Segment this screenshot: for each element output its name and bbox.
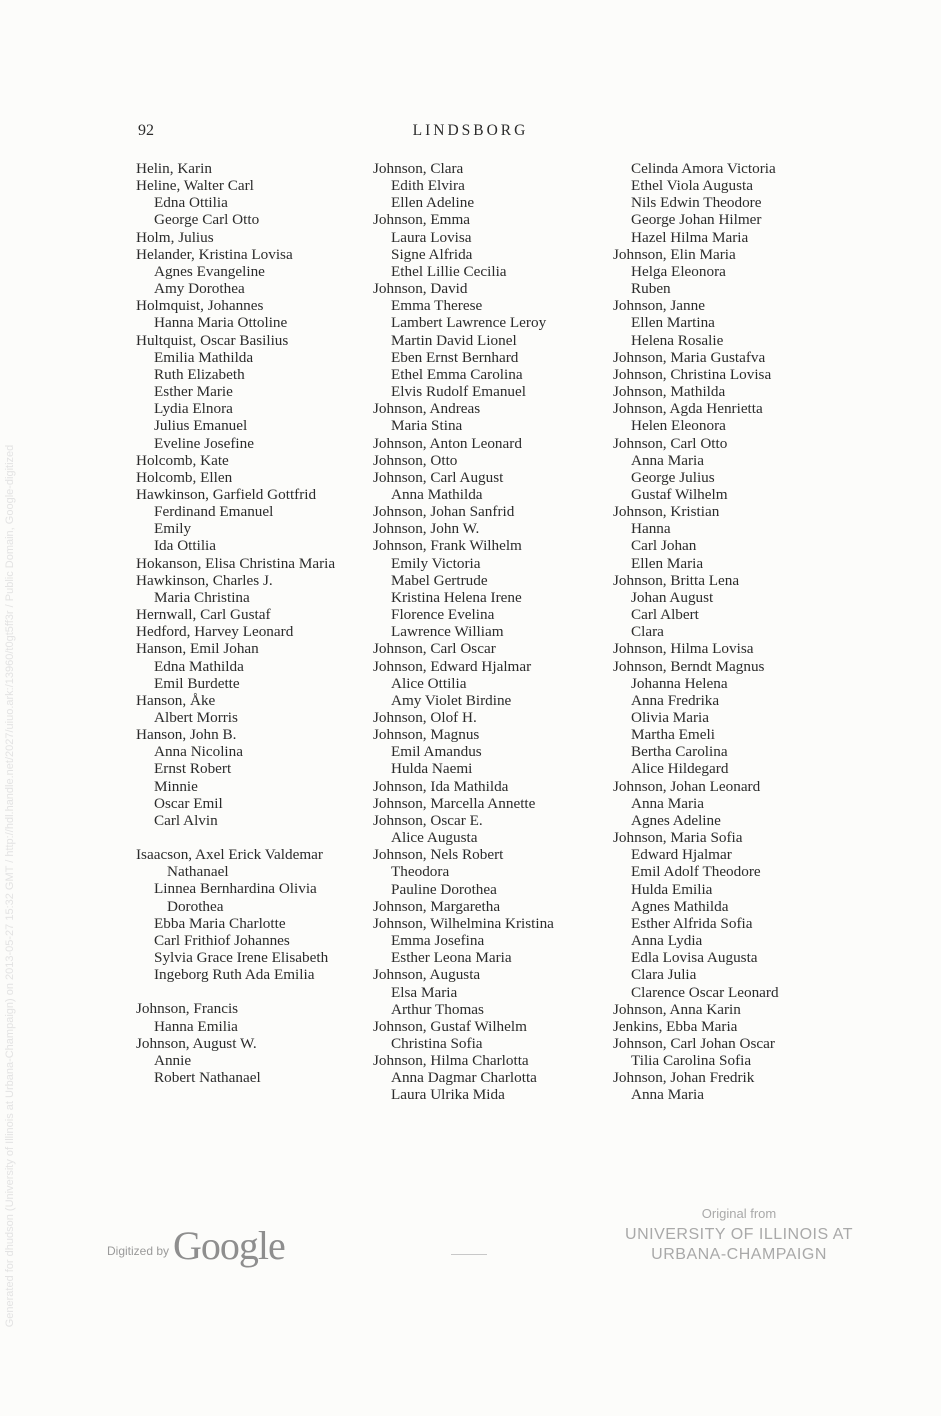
- family-member-entry: Ethel Lillie Cecilia: [391, 262, 507, 280]
- head-of-household-entry: Johnson, Wilhelmina Kristina: [373, 914, 554, 932]
- family-member-entry: Albert Morris: [154, 709, 238, 726]
- family-member-entry: Ruben: [631, 280, 671, 298]
- column-3: [613, 160, 893, 1104]
- head-of-household-entry: Johnson, Janne: [613, 297, 705, 315]
- head-of-household-entry: Jenkins, Ebba Maria: [613, 1017, 738, 1035]
- family-member-entry: Anna Maria: [631, 451, 704, 469]
- family-member-entry: Anna Fredrika: [631, 691, 720, 709]
- page-number: 92: [138, 122, 154, 139]
- running-head: LINDSBORG: [412, 122, 529, 139]
- google-logo: Google: [173, 1223, 285, 1268]
- head-of-household-entry: Johnson, Kristian: [613, 503, 720, 521]
- head-of-household-entry: Johnson, Magnus: [373, 726, 480, 744]
- head-of-household-entry: Johnson, Otto: [373, 451, 458, 469]
- head-of-household-entry: Johnson, Carl August: [373, 468, 504, 486]
- family-member-entry: Martin David Lionel: [391, 331, 517, 349]
- head-of-household-entry: Johnson, Oscar E.: [373, 811, 483, 829]
- head-of-household-entry: Holcomb, Kate: [136, 451, 229, 469]
- head-of-household-entry: Johnson, Christina Lovisa: [613, 365, 772, 383]
- head-of-household-entry: Johnson, Johan Fredrik: [613, 1069, 755, 1087]
- family-member-entry: Esther Marie: [154, 383, 233, 401]
- column-2: [373, 160, 613, 1104]
- family-member-entry: Hazel Hilma Maria: [631, 228, 749, 246]
- family-member-entry: Esther Leona Maria: [391, 949, 512, 967]
- family-member-entry: Annie: [154, 1051, 192, 1069]
- family-member-entry: Hulda Emilia: [631, 880, 713, 898]
- family-member-entry: Emma Josefina: [391, 932, 485, 950]
- head-of-household-entry: Johnson, Edward Hjalmar: [373, 657, 532, 675]
- family-member-entry: Ebba Maria Charlotte: [154, 914, 286, 932]
- family-member-entry: Emily: [154, 520, 192, 538]
- head-of-household-entry: Johnson, Mathilda: [613, 383, 726, 401]
- head-of-household-entry: Helin, Karin: [136, 160, 212, 177]
- head-of-household-entry: Hedford, Harvey Leonard: [136, 623, 294, 641]
- family-member-entry: Maria Christina: [154, 588, 250, 606]
- family-member-entry: Nils Edwin Theodore: [631, 194, 762, 212]
- family-member-entry: Agnes Evangeline: [154, 262, 265, 280]
- head-of-household-entry: Hawkinson, Garfield Gottfrid: [136, 485, 317, 503]
- family-member-entry: Nathanael: [167, 863, 229, 881]
- family-member-entry: Ernst Robert: [154, 760, 232, 778]
- origin-credit: [625, 1206, 853, 1265]
- family-member-entry: Lambert Lawrence Leroy: [391, 314, 547, 332]
- head-of-household-entry: Johnson, Nels Robert: [373, 846, 504, 864]
- family-member-entry: Amy Violet Birdine: [391, 691, 512, 709]
- family-member-entry: Ethel Emma Carolina: [391, 365, 523, 383]
- family-member-entry: Sylvia Grace Irene Elisabeth: [154, 949, 329, 967]
- family-member-entry: Hulda Naemi: [391, 760, 473, 778]
- family-member-entry: Clara: [631, 623, 664, 641]
- head-of-household-entry: Johnson, Johan Leonard: [613, 777, 761, 795]
- head-of-household-entry: Johnson, Emma: [373, 211, 471, 229]
- head-of-household-entry: Hanson, John B.: [136, 726, 237, 744]
- family-member-entry: Anna Maria: [631, 794, 704, 812]
- family-member-entry: Pauline Dorothea: [391, 880, 497, 898]
- family-member-entry: Arthur Thomas: [391, 1000, 484, 1018]
- family-member-entry: Agnes Adeline: [631, 811, 721, 829]
- digitized-by-label: Digitized by: [107, 1244, 170, 1258]
- head-of-household-entry: Johnson, Clara: [373, 160, 464, 177]
- family-member-entry: Carl Frithiof Johannes: [154, 931, 290, 949]
- family-member-entry: Oscar Emil: [154, 794, 223, 812]
- head-of-household-entry: Johnson, Hilma Charlotta: [373, 1052, 529, 1070]
- digitized-by-google: [107, 1222, 285, 1269]
- head-of-household-entry: Johnson, Frank Wilhelm: [373, 537, 522, 555]
- family-member-entry: Ida Ottilia: [154, 537, 216, 555]
- family-member-entry: Emil Burdette: [154, 674, 240, 692]
- family-member-entry: Edna Ottilia: [154, 194, 228, 212]
- spacer: [136, 829, 374, 846]
- side-watermark: Generated for dhudson (University of Illinois at Urbana-Champaign) on 2013-05-27 15:32 GMT / http://hdl.handle.net/2027/uiuo.ark:/13960/t0gt5ff3r / Public Domain, Google-digitized: [4, 444, 16, 1328]
- head-of-household-entry: Johnson, John W.: [373, 520, 480, 538]
- family-member-entry: Dorothea: [167, 897, 224, 915]
- family-member-entry: Maria Stina: [391, 417, 463, 435]
- family-member-entry: Carl Alvin: [154, 811, 218, 829]
- family-member-entry: Ethel Viola Augusta: [631, 177, 753, 195]
- head-of-household-entry: Johnson, Johan Sanfrid: [373, 503, 515, 521]
- family-member-entry: Ingeborg Ruth Ada Emilia: [154, 966, 315, 984]
- head-of-household-entry: Johnson, Olof H.: [373, 709, 477, 726]
- column-1: [136, 160, 374, 1086]
- head-of-household-entry: Hawkinson, Charles J.: [136, 571, 273, 589]
- family-member-entry: Amy Dorothea: [154, 280, 245, 298]
- family-member-entry: Helena Rosalie: [631, 331, 724, 349]
- family-member-entry: Edna Mathilda: [154, 657, 244, 675]
- head-of-household-entry: Johnson, Andreas: [373, 400, 481, 418]
- head-of-household-entry: Johnson, Berndt Magnus: [613, 657, 765, 675]
- family-member-entry: Tilia Carolina Sofia: [631, 1052, 752, 1070]
- family-member-entry: Lawrence William: [391, 623, 504, 641]
- family-member-entry: Hanna Maria Ottoline: [154, 314, 288, 332]
- family-member-entry: Celinda Amora Victoria: [631, 160, 776, 177]
- head-of-household-entry: Holcomb, Ellen: [136, 468, 233, 486]
- head-of-household-entry: Johnson, Maria Gustafva: [613, 348, 766, 366]
- family-member-entry: Clarence Oscar Leonard: [631, 983, 779, 1001]
- origin-line-1: Original from: [701, 1206, 777, 1221]
- family-member-entry: Elsa Maria: [391, 983, 458, 1001]
- head-of-household-entry: Johnson, Hilma Lovisa: [613, 640, 754, 658]
- footer-rule: [451, 1254, 487, 1255]
- head-of-household-entry: Helander, Kristina Lovisa: [136, 245, 293, 263]
- head-of-household-entry: Hultquist, Oscar Basilius: [136, 331, 289, 349]
- family-member-entry: Minnie: [154, 777, 198, 795]
- head-of-household-entry: Johnson, Carl Oscar: [373, 640, 496, 658]
- family-member-entry: Julius Emanuel: [154, 417, 248, 435]
- head-of-household-entry: Johnson, Ida Mathilda: [373, 777, 509, 795]
- family-member-entry: George Johan Hilmer: [631, 211, 762, 229]
- family-member-entry: Emilia Mathilda: [154, 348, 254, 366]
- family-member-entry: Edla Lovisa Augusta: [631, 949, 758, 967]
- family-member-entry: Anna Mathilda: [391, 485, 483, 503]
- head-of-household-entry: Holm, Julius: [136, 228, 214, 246]
- head-of-household-entry: Hanson, Emil Johan: [136, 640, 259, 658]
- head-of-household-entry: Hanson, Åke: [136, 691, 216, 709]
- family-member-entry: Helga Eleonora: [631, 262, 726, 280]
- family-member-entry: Hanna: [631, 520, 671, 538]
- family-member-entry: Alice Augusta: [391, 829, 478, 847]
- family-member-entry: Laura Lovisa: [391, 228, 472, 246]
- family-member-entry: Gustaf Wilhelm: [631, 485, 728, 503]
- head-of-household-entry: Johnson, Marcella Annette: [373, 794, 536, 812]
- family-member-entry: Theodora: [391, 863, 450, 881]
- head-of-household-entry: Johnson, Agda Henrietta: [613, 400, 763, 418]
- family-member-entry: Bertha Carolina: [631, 743, 728, 761]
- family-member-entry: Esther Alfrida Sofia: [631, 914, 753, 932]
- family-member-entry: Clara Julia: [631, 966, 697, 984]
- family-member-entry: Ellen Maria: [631, 554, 704, 572]
- family-member-entry: Alice Hildegard: [631, 760, 729, 778]
- head-of-household-entry: Johnson, Gustaf Wilhelm: [373, 1017, 527, 1035]
- head-of-household-entry: Johnson, Britta Lena: [613, 571, 740, 589]
- head-of-household-entry: Johnson, Anton Leonard: [373, 434, 522, 452]
- family-member-entry: Emil Amandus: [391, 743, 482, 761]
- family-member-entry: Christina Sofia: [391, 1034, 483, 1052]
- family-member-entry: Emily Victoria: [391, 554, 481, 572]
- family-member-entry: Agnes Mathilda: [631, 897, 729, 915]
- head-of-household-entry: Isaacson, Axel Erick Valdemar: [136, 846, 323, 864]
- family-member-entry: Emma Therese: [391, 297, 483, 315]
- head-of-household-entry: Heline, Walter Carl: [136, 177, 254, 195]
- family-member-entry: Elvis Rudolf Emanuel: [391, 383, 526, 401]
- family-member-entry: Alice Ottilia: [391, 674, 467, 692]
- family-member-entry: Ellen Martina: [631, 314, 715, 332]
- family-member-entry: Florence Evelina: [391, 606, 495, 624]
- head-of-household-entry: Hokanson, Elisa Christina Maria: [136, 554, 336, 572]
- family-member-entry: Robert Nathanael: [154, 1068, 261, 1086]
- family-member-entry: Anna Nicolina: [154, 743, 243, 761]
- family-member-entry: Laura Ulrika Mida: [391, 1086, 505, 1104]
- family-member-entry: Martha Emeli: [631, 726, 715, 744]
- family-member-entry: Eben Ernst Bernhard: [391, 348, 519, 366]
- head-of-household-entry: Johnson, Francis: [136, 1000, 239, 1018]
- family-member-entry: Johanna Helena: [631, 674, 728, 692]
- family-member-entry: Linnea Bernhardina Olivia: [154, 880, 317, 898]
- head-of-household-entry: Johnson, Maria Sofia: [613, 829, 743, 847]
- head-of-household-entry: Hernwall, Carl Gustaf: [136, 606, 271, 624]
- origin-line-2: UNIVERSITY OF ILLINOIS AT: [625, 1226, 853, 1243]
- spacer: [136, 983, 374, 1000]
- family-member-entry: Hanna Emilia: [154, 1017, 238, 1035]
- family-member-entry: George Carl Otto: [154, 211, 260, 229]
- family-member-entry: Ferdinand Emanuel: [154, 503, 274, 521]
- family-member-entry: Anna Maria: [631, 1086, 704, 1104]
- family-member-entry: Carl Albert: [631, 606, 699, 624]
- family-member-entry: Anna Dagmar Charlotta: [391, 1069, 537, 1087]
- head-of-household-entry: Johnson, David: [373, 280, 468, 298]
- family-member-entry: Emil Adolf Theodore: [631, 863, 761, 881]
- head-of-household-entry: Johnson, Augusta: [373, 966, 481, 984]
- family-member-entry: Ellen Adeline: [391, 194, 475, 212]
- head-of-household-entry: Holmquist, Johannes: [136, 297, 264, 315]
- family-member-entry: Edward Hjalmar: [631, 846, 732, 864]
- family-member-entry: Carl Johan: [631, 537, 697, 555]
- family-member-entry: Ruth Elizabeth: [154, 365, 245, 383]
- family-member-entry: Mabel Gertrude: [391, 571, 488, 589]
- family-member-entry: Signe Alfrida: [391, 245, 473, 263]
- family-member-entry: Eveline Josefine: [154, 434, 254, 452]
- head-of-household-entry: Johnson, Elin Maria: [613, 245, 736, 263]
- head-of-household-entry: Johnson, Margaretha: [373, 897, 501, 915]
- family-member-entry: Olivia Maria: [631, 709, 710, 726]
- head-of-household-entry: Johnson, August W.: [136, 1034, 257, 1052]
- head-of-household-entry: Johnson, Carl Otto: [613, 434, 728, 452]
- family-member-entry: Kristina Helena Irene: [391, 588, 522, 606]
- family-member-entry: Helen Eleonora: [631, 417, 726, 435]
- head-of-household-entry: Johnson, Anna Karin: [613, 1000, 741, 1018]
- family-member-entry: George Julius: [631, 468, 715, 486]
- family-member-entry: Lydia Elnora: [154, 400, 233, 418]
- head-of-household-entry: Johnson, Carl Johan Oscar: [613, 1034, 775, 1052]
- family-member-entry: Edith Elvira: [391, 177, 465, 195]
- origin-line-3: URBANA-CHAMPAIGN: [651, 1246, 827, 1263]
- family-member-entry: Anna Lydia: [631, 932, 703, 950]
- family-member-entry: Johan August: [631, 588, 714, 606]
